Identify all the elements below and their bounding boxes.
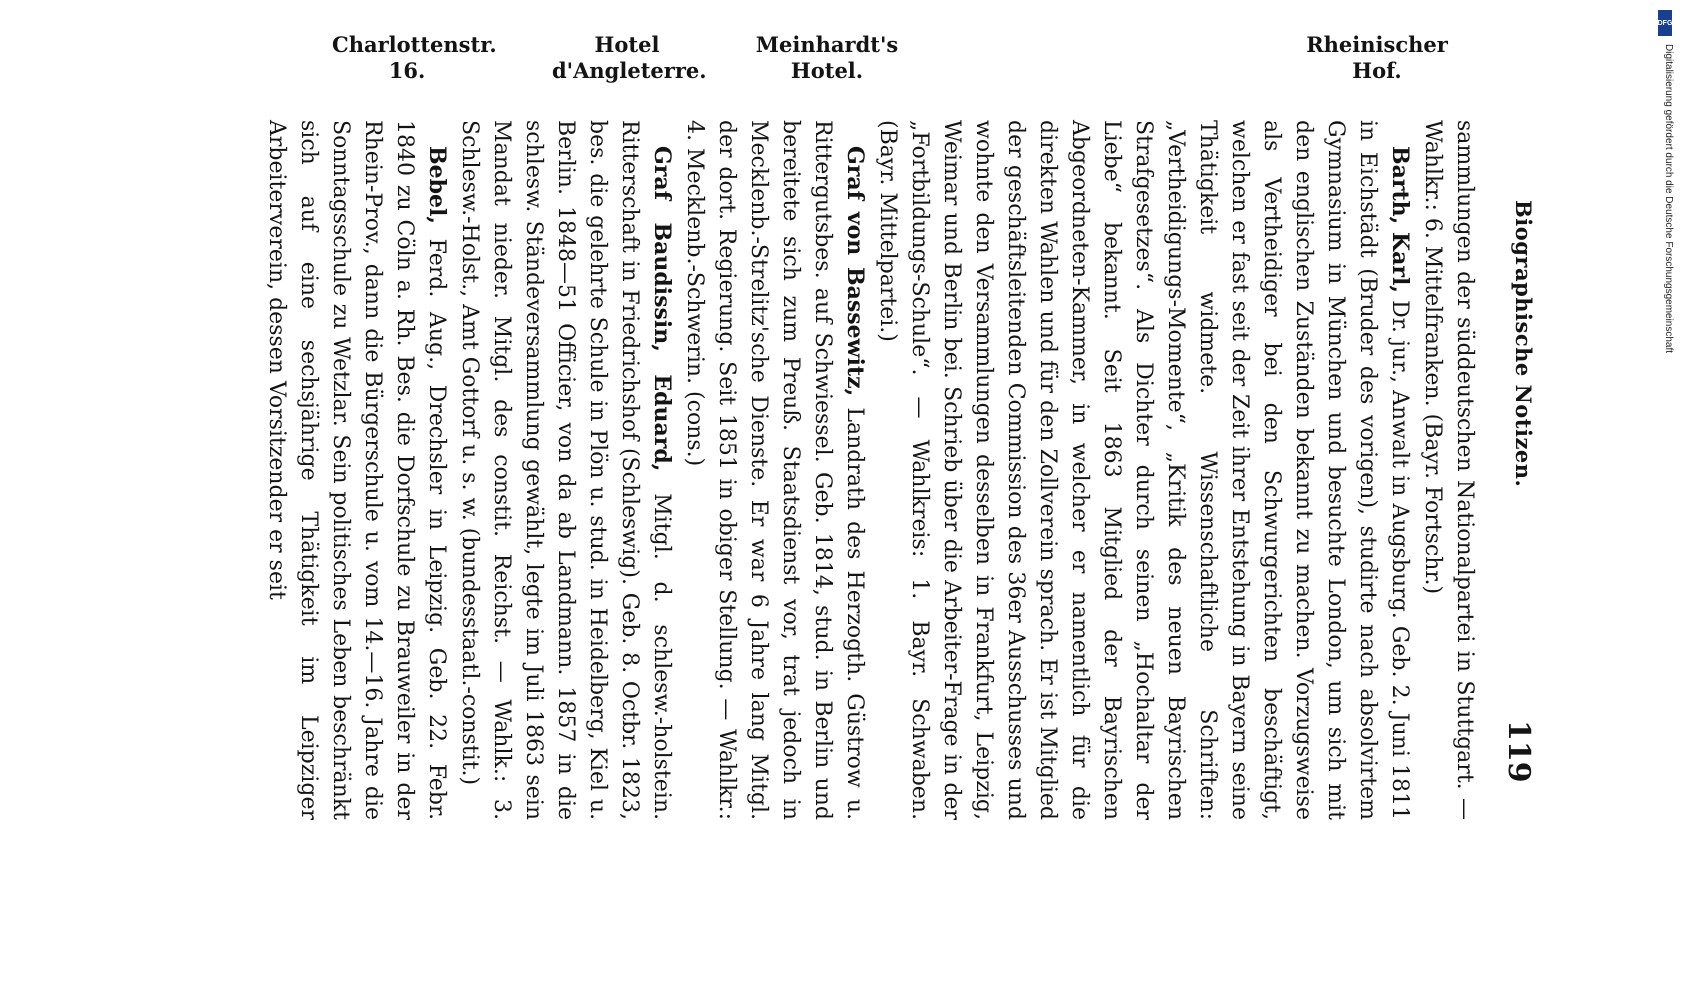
entry-baudissin-text: Mitgl. d. schlesw.-holstein. Ritterschaft in Friedrichshof (Schleswig). Geb. 8. Octbr. 1823, bes. die gelehrte Schule in Plön u. stud. in Heidelberg, Kiel u. Berlin. 1848—51 Officier, von da ab Landmann. 1857 in die schlesw. Ständeversammlung gewählt, legte im Juli 1863 sein Mandat nieder. Mitgl. des constit. Reichst. — Wahlk.: 3. Schlesw.-Holst., Amt Gottorf u. s. w. (bundesstaatl.-constit.) — [457, 120, 674, 820]
entry-bebel-name: Bebel, — [424, 146, 450, 224]
margin-note-charlottenstr: Charlottenstr. 16. — [332, 32, 497, 83]
digitization-credit — [1656, 10, 1674, 970]
margin-note-meinhardts-hotel: Meinhardt's Hotel. — [755, 32, 899, 83]
entry-barth-text: Dr. jur., Anwalt in Augsburg. Geb. 2. Juni 1811 in Eichstädt (Bruder des vorigen), studirte nach absolvirtem Gymnasium in München und besuchte London, um sich mit den englischen Zuständen bekannt zu machen. Vorzugsweise als Vertheidiger bei den Schwurgerichten beschäftigt, welchen er fast seit der Zeit ihrer Entstehung in Bayern seine Thätigkeit widmete. Wissenschaftliche Schriften: „Vertheidigungs-Momente“, „Kritik des neuen Bayrischen Strafgesetzes“. Als Dichter durch seinen „Hochaltar der Liebe“ bekannt. Seit 1863 Mitglied der Bayrischen Abgeordneten-Kammer, in welcher er namentlich für die direkten Wahlen und für den Zollverein sprach. Er ist Mitglied der geschäftsleitenden Commission des 36er Ausschusses und wohnte den Versammlungen desselben in Frankfurt, Leipzig, Weimar und Berlin bei. Schrieb über die Arbeiter-Frage in der „Fortbildungs-Schule“. — Wahlkreis: 1. Bayr. Schwaben. (Bayr. Mittelpartei.) — [875, 120, 1412, 820]
entry-bassewitz — [678, 120, 871, 820]
entry-bassewitz-text: Landrath des Herzogth. Güstrow u. Rittergutsbes. auf Schwiessel. Geb. 1814, stud. in Berlin und bereitete sich zum Preuß. Staatsdienst vor, trat jedoch in Mecklenb.-Strelitz'sche Dienste. Er war 6 Jahre lang Mitgl. der dort. Regierung. Seit 1851 in obiger Stellung. — Wahlkr.: 4. Mecklenb.-Schwerin. (cons.) — [682, 120, 867, 820]
digitization-credit-text: Digitalisierung gefördert durch die Deutsche Forschungsgemeinschaft — [1663, 44, 1674, 354]
entry-bebel-text: Ferd. Aug., Drechsler in Leipzig. Geb. 22. Febr. 1840 zu Cöln a. Rh. Bes. die Dorfschule zu Brauweiler in der Rhein-Prov., dann die Bürgerschule u. vom 14.—16. Jahre die Sonntagsschule zu Wetzlar. Sein politisches Leben beschränkt sich auf eine sechsjährige Thätigkeit im Leipziger Arbeiterverein, dessen Vorsitzender er seit — [264, 120, 449, 820]
entry-barth-name: Barth, Karl, — [1387, 146, 1413, 294]
entry-bebel — [260, 120, 453, 820]
margin-note-hotel-dangleterre: Hotel d'Angleterre. — [552, 32, 707, 83]
entry-baudissin-name: Graf Baudissin, Eduard, — [649, 146, 675, 472]
dfg-logo: DFG — [1658, 10, 1672, 36]
continuation-paragraph: sammlungen der süddeutschen Nationalpartei in Stuttgart. — Wahlkr.: 6. Mittelfranken. (Bayr. Fortschr.) — [1420, 120, 1477, 820]
margin-note-rheinischer-hof: Rheinischer Hof. — [1306, 32, 1448, 83]
running-title: Biographische Notizen. — [1511, 200, 1536, 488]
rotated-page-content — [190, 32, 1540, 940]
body-text-column — [260, 120, 1480, 820]
margin-notes — [190, 30, 1540, 90]
entry-barth — [871, 120, 1416, 820]
entry-baudissin — [453, 120, 678, 820]
page-number: 119 — [1501, 720, 1536, 783]
entry-bassewitz-name: Graf von Bassewitz, — [842, 146, 868, 397]
